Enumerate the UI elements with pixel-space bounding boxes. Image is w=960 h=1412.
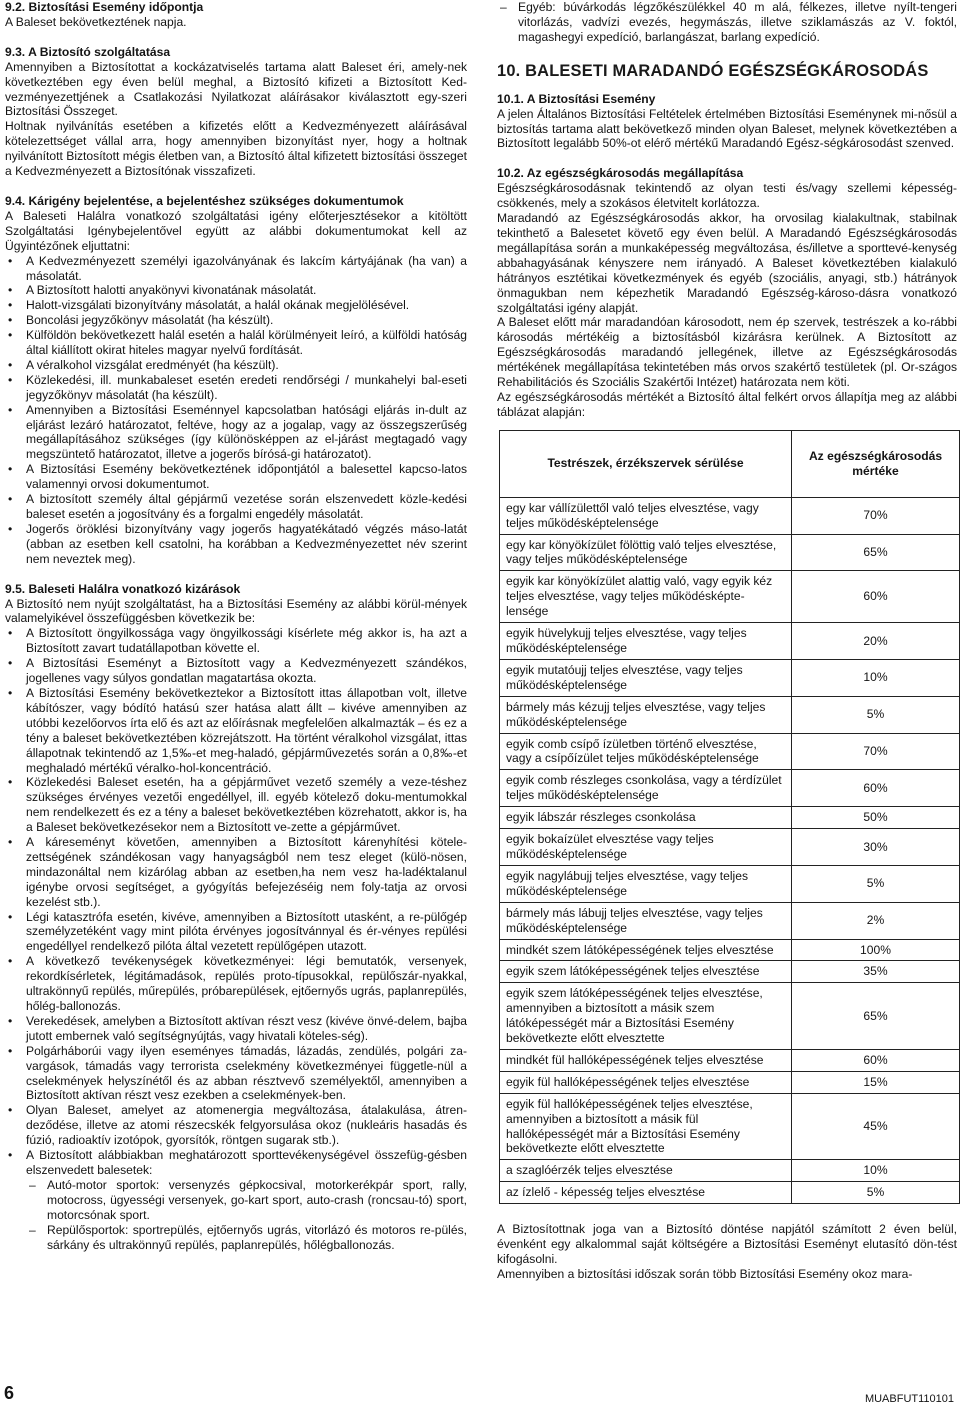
appeal-paragraph: A Biztosítottnak joga van a Biztosító döntése napjától számított 2 éven belül, évenként egy alkalommal saját költségére a Biztosítási Eseményt elutasító dön-tést kifogásolni. [497, 1222, 957, 1266]
injury-description: egyik hüvelykujj teljes elvesztése, vagy teljes működésképtelensége [500, 623, 792, 660]
section-10-2-paragraph-4: Az egészségkárosodás mértékét a Biztosító által felkért orvos állapítja meg az alábbi táblázat alapján: [497, 389, 957, 419]
table-row [500, 696, 960, 733]
section-9-3-heading: 9.3. A Biztosító szolgáltatása [5, 44, 171, 59]
page-number: 6 [4, 1383, 15, 1403]
section-10-2-paragraph-1: Egészségkárosodásnak tekintendő az olyan testi és/vagy szellemi képesség-csökkenés, mely a szokásos életvitelt korlátozza. [497, 181, 957, 211]
section-10-1-heading: 10.1. A Biztosítási Esemény [497, 91, 656, 106]
list-item: • Közlekedési Baleset esetén, ha a gépjárművet vezető személy a veze-téshez szükséges érvényes vezetői engedéllyel, ill. egyéb kötelező doku-mentumokkal nem rendelkezett és ez a tény a baleset bekövetkeztében közrehatott, akkor is, ha a Baleset bekövetkezésekor nem a Biztosított ve-zette a gépjárművet. [5, 775, 467, 835]
severity-percent: 10% [792, 659, 960, 696]
list-item: • A Biztosítási Esemény bekövetkeztének időpontjától a balesettel kapcso-latos valamennyi orvosi dokumentumot. [5, 462, 467, 492]
table-row [500, 497, 960, 534]
severity-percent: 70% [792, 497, 960, 534]
list-item: • Halott-vizsgálati bizonyítvány másolatát, a halál okának megjelölésével. [5, 298, 467, 313]
severity-percent: 45% [792, 1093, 960, 1160]
section-9-2-heading: 9.2. Biztosítási Esemény időpontja [5, 0, 204, 14]
severity-percent: 5% [792, 696, 960, 733]
chapter-10-heading: 10. BALESETI MARADANDÓ EGÉSZSÉGKÁROSODÁS [497, 61, 929, 80]
injury-description: bármely más kézujj teljes elvesztése, vagy teljes működésképtelensége [500, 696, 792, 733]
document-code: MUABFUT110101 [864, 1393, 954, 1405]
right-column [497, 0, 957, 1282]
injury-severity-table [499, 430, 960, 1204]
column-header-body-part: Testrészek, érzékszervek sérülése [500, 430, 792, 497]
list-item: • A káreseményt követően, amennyiben a Biztosított kárenyhítési kötele-zettségének szándékosan vagy hanyagságból nem tesz eleget (külö-nösen, mindazonáltal nem kizárólag abban az esetben,ha nem vesz ha-ladéktalanul igénybe orvosi segítséget, a gyógyítás befejezéséig nem foly-tatja az orvosi kezelést stb.). [5, 835, 467, 910]
table-row [500, 983, 960, 1050]
injury-description: mindkét fül hallóképességének teljes elvesztése [500, 1049, 792, 1071]
section-9-2-text: A Baleset bekövetkeztének napja. [5, 14, 187, 29]
list-item: • A Biztosított öngyilkossága vagy öngyilkossági kísérlete még akkor is, ha azt a Biztosított zavart tudatállapotban követte el. [5, 626, 467, 656]
severity-percent: 35% [792, 961, 960, 983]
list-item: • A következő tevékenységek következményei: légi bemutatók, versenyek, rekordkísérletek, légitámadások, repülés proto-típusokkal, repülőszár-nyakkal, ultrakönnyű repülés, műrepülés, próbarepülések, ejtőernyős ugrás, paplanrepülés, hőlég-ballonozás. [5, 954, 467, 1014]
section-9-4-intro: A Baleseti Halálra vonatkozó szolgáltatási igény előterjesztésekor a kitöltött Szolgáltatási Igénybejelentővel együtt az alábbi dokumentumokat kell az Ügyintézőnek eljuttatni: [5, 208, 467, 253]
section-9-3-paragraph-1: Amennyiben a Biztosítottat a kockázatviselés tartama alatt Baleset éri, amely-nek következtében egy éven belül meghal, a Biztosító kifizeti a Biztosított Ked-vezményezettjének a Csatlakozási Nyilatkozat aláírásakor kiválasztott egy-szeri Biztosítási Összeget. [5, 59, 467, 119]
severity-percent: 65% [792, 983, 960, 1050]
list-item: • A véralkohol vizsgálat eredményét (ha készült). [5, 358, 467, 373]
severity-percent: 60% [792, 770, 960, 807]
severity-percent: 70% [792, 733, 960, 770]
section-9-4-document-list [5, 254, 467, 567]
severity-percent: 2% [792, 902, 960, 939]
section-9-5-heading: 9.5. Baleseti Halálra vonatkozó kizárások [5, 581, 241, 596]
table-row [500, 571, 960, 623]
sport-list-item: – Autó-motor sportok: versenyzés gépkocsival, motorkerékpár sport, rally, motocross, ügyességi versenyek, go-kart sport, auto-crash (roncsau-tó) sport, motorcsónak sport. [26, 1178, 467, 1223]
section-10-2-paragraph-3: A Baleset előtt már maradandóan károsodott, nem ép szervek, testrészek a ko-rábbi károsodás mértékéig a biztosításból kizárásra kerülnek. A Biztosított az Egészségkárosodás maradandó jellegének, illetve az Egészségkárosodás mértékének megállapítása tekintetében más orvos szakértő testületek (pl. Or-szágos Rehabilitációs és Szociális Szakértői Intézet) határozata nem köti. [497, 315, 957, 390]
table-row [500, 770, 960, 807]
list-item: • A Biztosítási Eseményt a Biztosított vagy a Kedvezményezett szándékos, jogellenes vagy súlyos gondatlan magatartása okozta. [5, 656, 467, 686]
severity-percent: 5% [792, 1182, 960, 1204]
table-row [500, 1182, 960, 1204]
list-item: • Légi katasztrófa esetén, kivéve, amennyiben a Biztosított utasként, a re-pülőgép személyzetéként vagy mint pilóta érvényes jogosítvánnyal és ér-vényes repülési engedéllyel rendelkező pilóta által vezetett repülőgépen utazott. [5, 910, 467, 955]
injury-description: bármely más lábujj teljes elvesztése, vagy teljes működésképtelensége [500, 902, 792, 939]
sport-list-continued [497, 0, 957, 45]
severity-percent: 60% [792, 1049, 960, 1071]
list-item: • Amennyiben a Biztosítási Eseménnyel kapcsolatban hatósági eljárás in-dult az eljárást lezáró határozatot, feltéve, hogy az a jogalap, vagy az összegszerűség megállapításához szükséges (így különösképpen az el-járást megtagadó vagy megszüntető határozatot, illetve a jogerős bírósá-gi határozatot). [5, 403, 467, 463]
injury-description: egyik nagylábujj teljes elvesztése, vagy teljes működésképtelensége [500, 865, 792, 902]
table-row [500, 1049, 960, 1071]
list-item: • Közlekedési, ill. munkabaleset esetén eredeti rendőrségi / munkahelyi bal-eseti jegyzőkönyv másolatát (ha készült). [5, 373, 467, 403]
section-10-1-text: A jelen Általános Biztosítási Feltételek értelmében Biztosítási Eseménynek mi-nősül a biztosítás tartama alatt bekövetkező minden olyan Baleset, melynek következtében a Biztosított legalább 50%-ot elérő mértékű Maradandó Egész-ségkárosodást szenved. [497, 106, 957, 151]
injury-description: egyik szem látóképességének teljes elvesztése [500, 961, 792, 983]
sport-list [26, 1178, 467, 1253]
injury-description: egyik fül hallóképességének teljes elvesztése [500, 1071, 792, 1093]
injury-description: az ízlelő - képesség teljes elvesztése [500, 1182, 792, 1204]
list-item: • A Biztosított halotti anyakönyvi kivonatának másolatát. [5, 283, 467, 298]
severity-percent: 30% [792, 829, 960, 866]
list-item [5, 1148, 467, 1252]
injury-description: egyik kar könyökízület alattig való, vagy egyik kéz teljes elvesztése, vagy teljes működésképte-lensége [500, 571, 792, 623]
injury-description: egy kar könyökízület fölöttig való teljes elvesztése, vagy teljes működésképtelensége [500, 534, 792, 571]
table-row [500, 865, 960, 902]
injury-description: egyik bokaízület elvesztése vagy teljes működésképtelensége [500, 829, 792, 866]
section-9-4-heading: 9.4. Kárigény bejelentése, a bejelentéshez szükséges dokumentumok [5, 193, 404, 208]
sport-list-item: – Repülősportok: sportrepülés, ejtőernyős ugrás, vitorlázó és motoros re-pülés, sárkány és ultrakönnyű repülés, paplanrepülés, hőlégballonozás. [26, 1223, 467, 1253]
severity-percent: 50% [792, 807, 960, 829]
multiple-events-paragraph: Amennyiben a biztosítási időszak során több Biztosítási Esemény okoz mara- [497, 1266, 913, 1281]
table-row [500, 829, 960, 866]
table-row [500, 1093, 960, 1160]
list-item: • Jogerős öröklési bizonyítvány vagy jogerős hagyatékátadó végzés máso-latát (abban az esetben kell csatolni, ha korábban a Kedvezményezettet név szerint nem neveztek meg). [5, 522, 467, 567]
list-item: • Boncolási jegyzőkönyv másolatát (ha készült). [5, 313, 467, 328]
table-row [500, 902, 960, 939]
severity-percent: 5% [792, 865, 960, 902]
table-row [500, 623, 960, 660]
injury-description: egyik szem látóképességének teljes elvesztése, amennyiben a biztosított a másik szem látóképességét már a Biztosítási Esemény bekövetkezte előtt elvesztette [500, 983, 792, 1050]
table-row [500, 939, 960, 961]
table-row [500, 1071, 960, 1093]
severity-percent: 65% [792, 534, 960, 571]
table-row [500, 961, 960, 983]
list-item: • Külföldön bekövetkezett halál esetén a halál körülményeit leíró, a külföldi hatóság által kiállított okirat hiteles magyar nyelvű fordítását. [5, 328, 467, 358]
severity-percent: 15% [792, 1071, 960, 1093]
severity-percent: 10% [792, 1160, 960, 1182]
list-item: • A Kedvezményezett személyi igazolványának és lakcím kártyájának (ha van) a másolatát. [5, 254, 467, 284]
section-10-2-paragraph-2: Maradandó az Egészségkárosodás akkor, ha orvosilag kialakultnak, stabilnak tekinthető a Balesetet követő egy éven belül. A Maradandó Egészségkárosodás megállapítása során a munkaképesség megváltozása, és/illetve a sporttevé-kenység abbahagyásának kényszere nem irányadó. A Baleset következtében kialakuló hátrányos esztétikai következmények és egyéb (szociális, anyagi, stb.) hátrányok önmagukban nem képezhetik Maradandó Egészség-károso-dásra vonatkozó szolgáltatási igény alapját. [497, 211, 957, 315]
severity-percent: 20% [792, 623, 960, 660]
injury-description: egy kar vállízülettől való teljes elvesztése, vagy teljes működésképtelensége [500, 497, 792, 534]
table-header-row [500, 430, 960, 497]
list-item: • Verekedések, amelyben a Biztosított aktívan részt vesz (kivéve önvé-delem, bajba jutott embernek való segítségnyújtás, vagy hivatali köteles-ség). [5, 1014, 467, 1044]
injury-description: egyik fül hallóképességének teljes elvesztése, amennyiben a biztosított a másik fül hallóképességét már a Biztosítási Esemény bekövetkezte előtt elvesztette [500, 1093, 792, 1160]
table-row [500, 733, 960, 770]
section-9-5-exclusion-list [5, 626, 467, 1252]
injury-description: egyik comb csípő ízületben történő elvesztése, vagy a csípőízület teljes működésképtelensége [500, 733, 792, 770]
severity-percent: 60% [792, 571, 960, 623]
list-item: • Polgárháborúi vagy ilyen eseményes támadás, lázadás, zendülés, polgári za-vargások, támadás vagy terrorista cselekmény következményei függetle-nül a cselekmények helyszínétől és az abban résztvevő személyektől, amennyiben a Biztosított aktívan részt vesz ezekben a cselekmények-ben. [5, 1044, 467, 1104]
sport-list-item: – Egyéb: búvárkodás légzőkészülékkel 40 m alá, félkezes, illetve nyílt-tengeri vitorlázás, vadvízi evezés, hegymászás, illetve sziklamászás az V. foktól, magashegyi expedíció, barlangászat, barlang expedíció. [497, 0, 957, 45]
table-row [500, 659, 960, 696]
table-row [500, 534, 960, 571]
section-10-2-heading: 10.2. Az egészségkárosodás megállapítása [497, 166, 744, 181]
injury-description: a szaglóérzék teljes elvesztése [500, 1160, 792, 1182]
severity-percent: 100% [792, 939, 960, 961]
table-row [500, 807, 960, 829]
list-item: • A biztosított személy által gépjármű vezetése során elszenvedett közle-kedési baleset esetén a jogosítvány és a forgalmi engedély másolatát. [5, 492, 467, 522]
section-9-5-intro: A Biztosító nem nyújt szolgáltatást, ha a Biztosítási Esemény az alábbi körül-mények valamelyikével összefüggésben következik be: [5, 596, 467, 626]
list-item: • A Biztosítási Esemény bekövetkeztekor a Biztosított ittas állapotban volt, illetve kábítószer, vagy bódító hatású szer hatása alatt állt – kivéve amennyiben az utóbbi kezelőorvos írta elő és azt az előírásnak megfelelően alkalmazták – és ez a tény a baleset bekövetkeztében közrejátszott. Ha történt véralkohol vizsgálat, ittas állapotnak tekintendő az 1,5‰-et meg-haladó, gépjárművezetés során a 0,8‰-et meghaladó mértékű véralko-hol-koncentráció. [5, 686, 467, 775]
section-9-3-paragraph-2: Holtnak nyilvánítás esetében a kifizetés előtt a Kedvezményezett aláírásával kötelezettséget vállal arra, hogy amennyiben bizonyítást nyer, hogy a holtnak nyilvánított Biztosított mégis életben van, a Biztosító által kifizetett biztosítási összeget a Kedvezményezett a Biztosítónak visszafizeti. [5, 119, 467, 179]
column-header-severity: Az egészségkárosodás mértéke [792, 430, 960, 497]
injury-description: mindkét szem látóképességének teljes elvesztése [500, 939, 792, 961]
left-column [5, 0, 467, 1252]
injury-description: egyik mutatóujj teljes elvesztése, vagy teljes működésképtelensége [500, 659, 792, 696]
sport-exclusion-intro: A Biztosított alábbiakban meghatározott sporttevékenységével összefüg-gésben elszenvedett balesetek: [26, 1148, 467, 1177]
injury-description: egyik lábszár részleges csonkolása [500, 807, 792, 829]
injury-description: egyik comb részleges csonkolása, vagy a térdízület teljes működésképtelensége [500, 770, 792, 807]
table-row [500, 1160, 960, 1182]
list-item: • Olyan Baleset, amelyet az atomenergia megváltozása, átalakulása, átren-deződése, illetve az atomi részecskék felgyorsulása okoz (nukleáris hasadás és fúzió, radioaktív izotópok, gyorsítók, röntgen sugarak stb.). [5, 1103, 467, 1148]
